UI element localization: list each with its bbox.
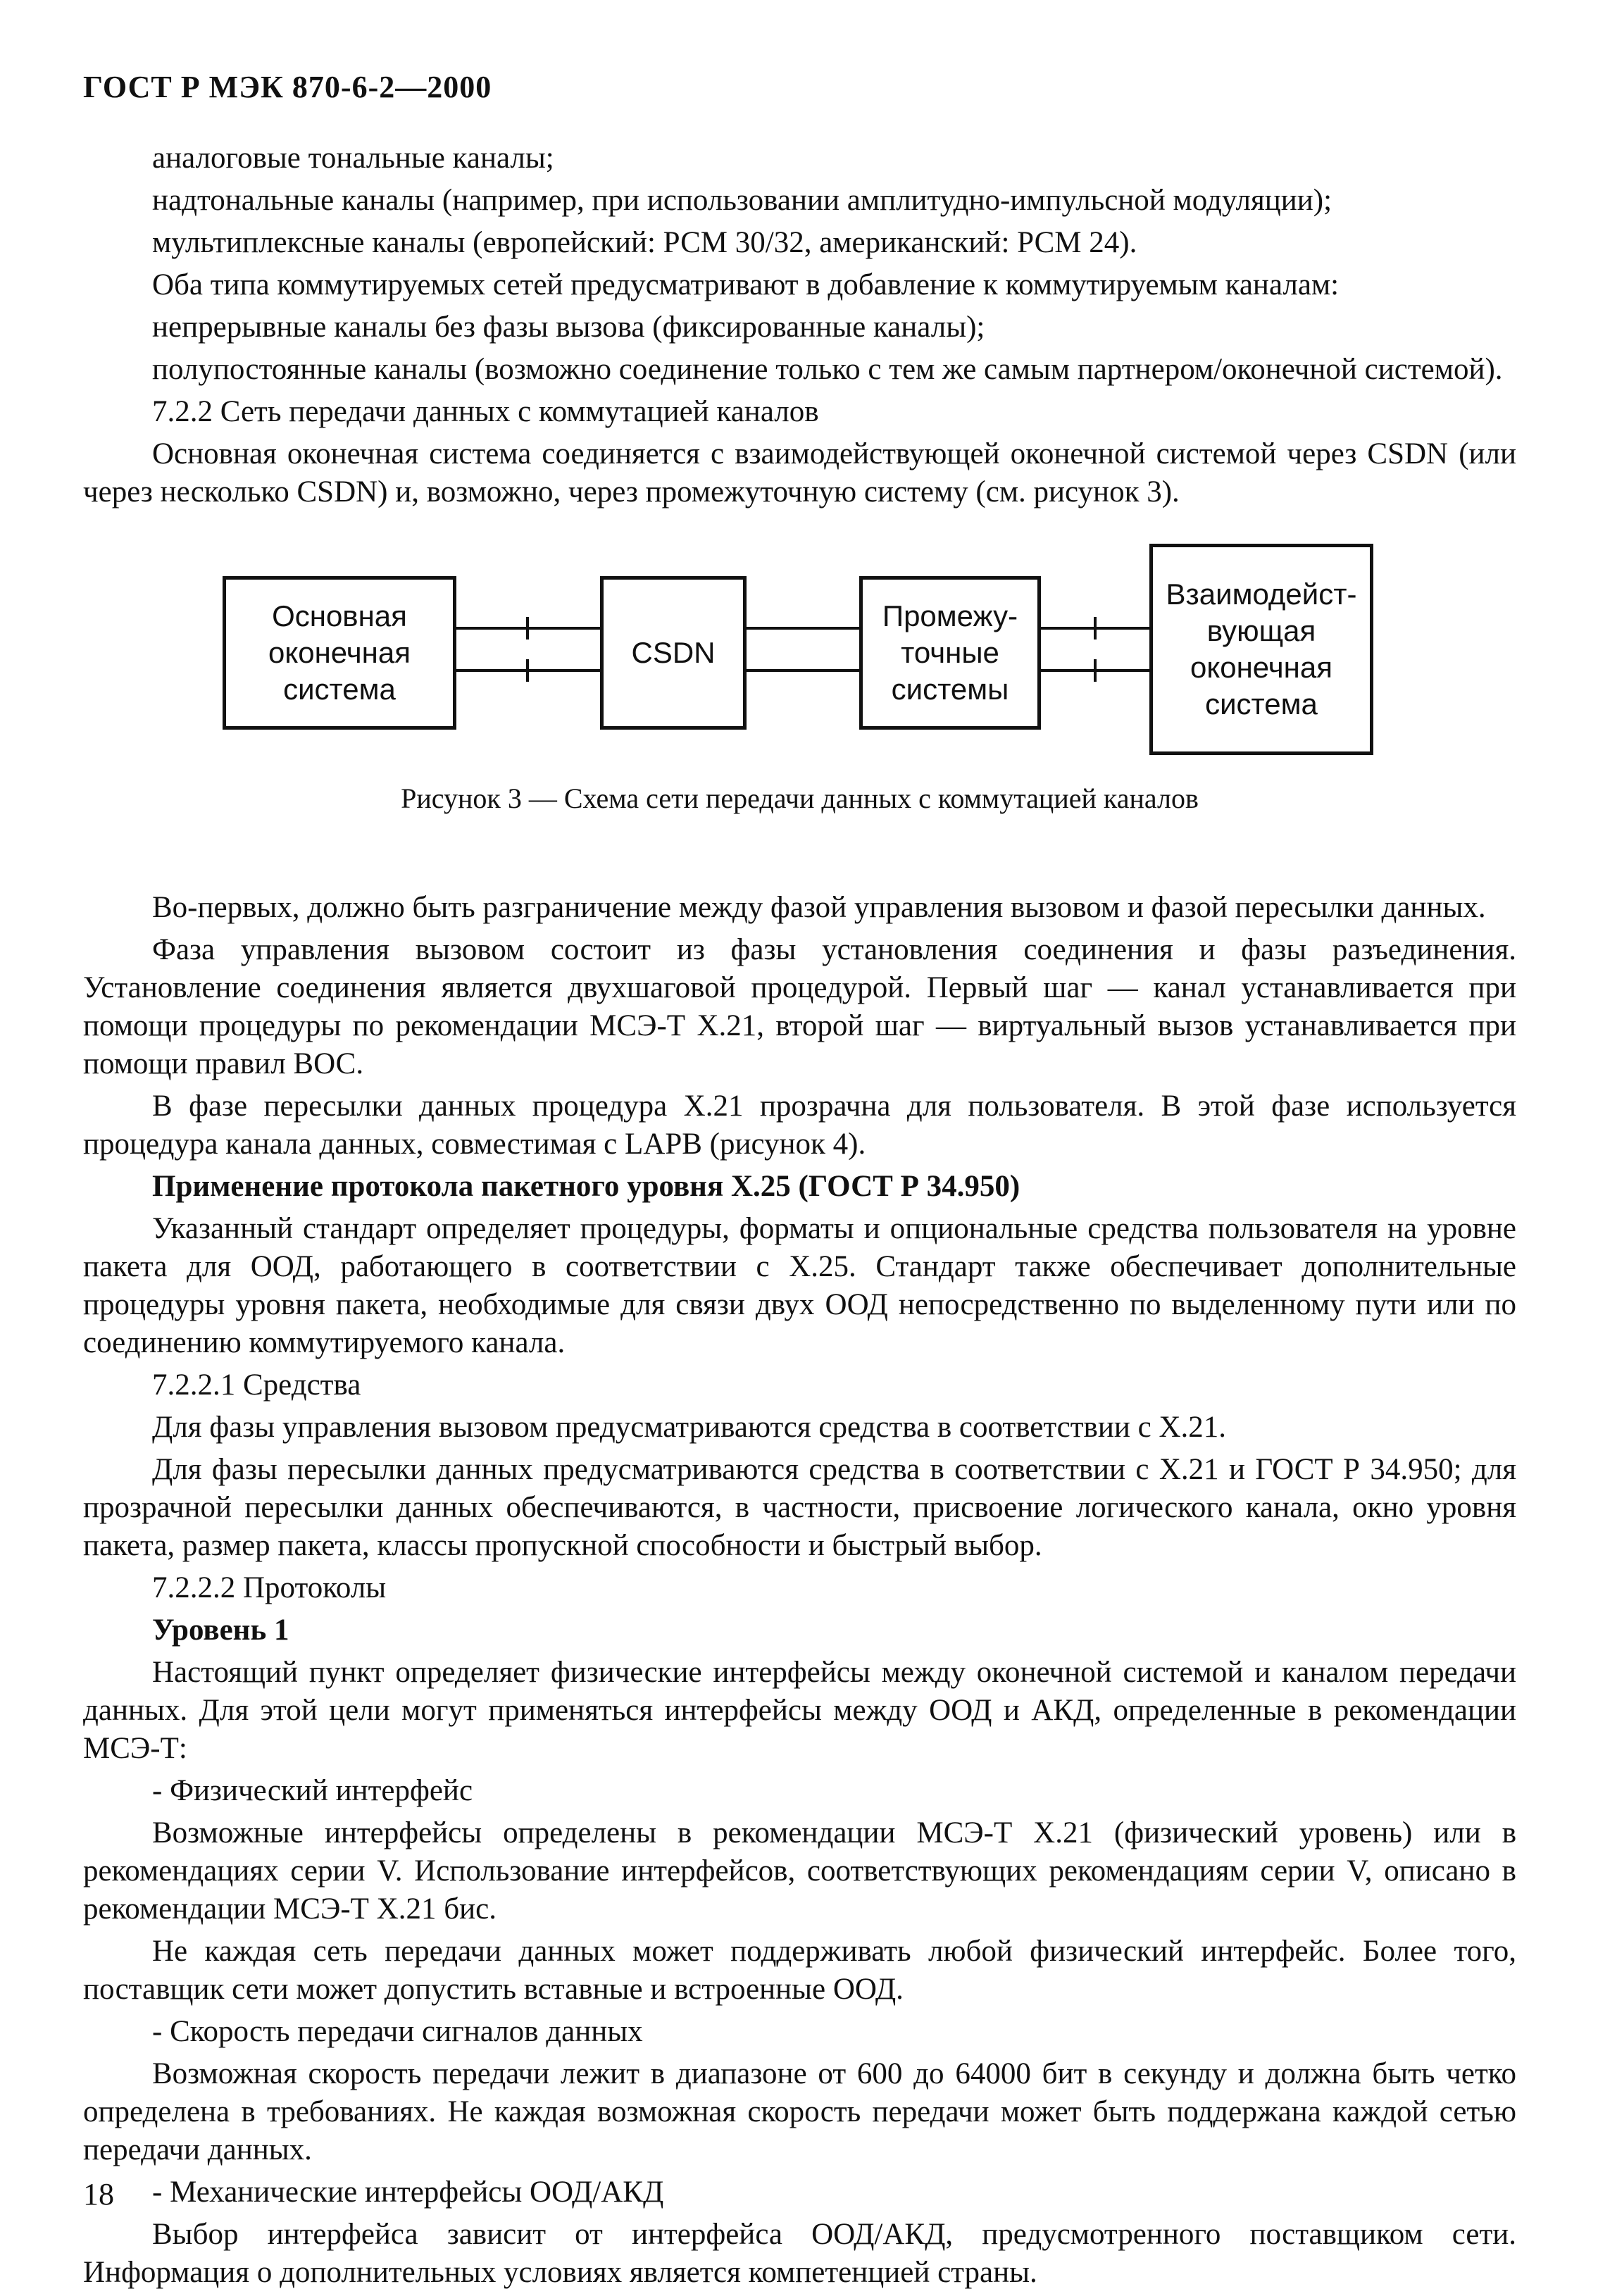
list-item: - Скорость передачи сигналов данных <box>152 2015 643 2048</box>
connection-tick <box>526 617 529 639</box>
diagram-box-main-system: Основная оконечная система <box>223 576 456 730</box>
connection-line <box>747 669 859 672</box>
page-number: 18 <box>83 2177 114 2211</box>
list-item: - Физический интерфейс <box>152 1774 473 1807</box>
section-heading: 7.2.2 Сеть передачи данных с коммутацией каналов <box>152 395 819 428</box>
top-text-block <box>83 139 1516 516</box>
paragraph: Настоящий пункт определяет физические интерфейсы между оконечной системой и каналом передачи данных. Для этой цели могут применяться интерфейсы между ООД и АКД, определенные в рекомендации МСЭ-Т: <box>83 1656 1516 1765</box>
section-heading: 7.2.2.1 Средства <box>152 1368 361 1402</box>
connection-tick <box>526 659 529 682</box>
list-item: - Механические интерфейсы ООД/АКД <box>152 2176 664 2209</box>
diagram-box-remote-system: Взаимодейст- вующая оконечная система <box>1149 544 1373 755</box>
document-header: ГОСТ Р МЭК 870-6-2—2000 <box>83 70 492 104</box>
section-heading: 7.2.2.2 Протоколы <box>152 1571 387 1604</box>
bottom-text-block <box>83 889 1516 2296</box>
paragraph: Для фазы управления вызовом предусматриваются средства в соответствии с Х.21. <box>152 1411 1227 1444</box>
paragraph: Выбор интерфейса зависит от интерфейса ООД/АКД, предусмотренного поставщиком сети. Информация о дополнительных условиях является компетенцией страны. <box>83 2218 1516 2289</box>
paragraph: В фазе пересылки данных процедура Х.21 прозрачна для пользователя. В этой фазе используется процедура канала данных, совместимая с LAPB (рисунок 4). <box>83 1090 1516 1161</box>
section-heading: Уровень 1 <box>152 1614 289 1647</box>
paragraph: Возможные интерфейсы определены в рекомендации МСЭ-Т Х.21 (физический уровень) или в рекомендациях серии V. Использование интерфейсов, соответствующих рекомендациям серии V, описано в рекомендации МСЭ-Т Х.21 бис. <box>83 1816 1516 1926</box>
paragraph: аналоговые тональные каналы; <box>152 142 554 175</box>
paragraph: Основная оконечная система соединяется с взаимодействующей оконечной системой через CSDN (или через несколько CSDN) и, возможно, через промежуточную систему (см. рисунок 3). <box>83 437 1516 509</box>
paragraph: Возможная скорость передачи лежит в диапазоне от 600 до 64000 бит в секунду и должна быть четко определена в требованиях. Не каждая возможная скорость передачи может быть поддержана каждой сетью передачи данных. <box>83 2057 1516 2166</box>
paragraph: Указанный стандарт определяет процедуры, форматы и опциональные средства пользователя на уровне пакета для ООД, работающего в соответствии с Х.25. Стандарт также обеспечивает дополнительные процедуры уровня пакета, необходимые для связи двух ООД непосредственно по выделенному пути или по соединению коммутируемого канала. <box>83 1212 1516 1359</box>
figure-caption: Рисунок 3 — Схема сети передачи данных с коммутацией каналов <box>401 782 1199 814</box>
connection-line <box>747 627 859 630</box>
paragraph: надтональные каналы (например, при использовании амплитудно-импульсной модуляции); <box>152 184 1332 217</box>
paragraph: Не каждая сеть передачи данных может поддерживать любой физический интерфейс. Более того, поставщик сети может допустить вставные и встроенные ООД. <box>83 1935 1516 2006</box>
paragraph: Во-первых, должно быть разграничение между фазой управления вызовом и фазой пересылки данных. <box>152 891 1486 924</box>
paragraph: полупостоянные каналы (возможно соединение только с тем же самым партнером/оконечной системой). <box>152 353 1503 386</box>
paragraph: непрерывные каналы без фазы вызова (фиксированные каналы); <box>152 311 985 344</box>
section-heading: Применение протокола пакетного уровня Х.25 (ГОСТ Р 34.950) <box>152 1170 1020 1203</box>
diagram-box-csdn: CSDN <box>600 576 747 730</box>
connection-tick <box>1094 659 1097 682</box>
paragraph: Для фазы пересылки данных предусматриваются средства в соответствии с Х.21 и ГОСТ Р 34.950; для прозрачной пересылки данных обеспечиваются, в частности, присвоение логического канала, окно уровня пакета, размер пакета, классы пропускной способности и быстрый выбор. <box>83 1453 1516 1562</box>
paragraph: Оба типа коммутируемых сетей предусматривают в добавление к коммутируемым каналам: <box>152 268 1340 301</box>
paragraph: мультиплексные каналы (европейский: РСМ 30/32, американский: РСМ 24). <box>152 226 1137 259</box>
diagram-box-intermediate-systems: Промежу- точные системы <box>859 576 1041 730</box>
connection-tick <box>1094 617 1097 639</box>
paragraph: Фаза управления вызовом состоит из фазы установления соединения и фазы разъединения. Установление соединения является двухшаговой процедурой. Первый шаг — канал устанавливается при помощи процедуры по рекомендации МСЭ-Т Х.21, второй шаг — виртуальный вызов устанавливается при помощи правил ВОС. <box>83 933 1516 1080</box>
